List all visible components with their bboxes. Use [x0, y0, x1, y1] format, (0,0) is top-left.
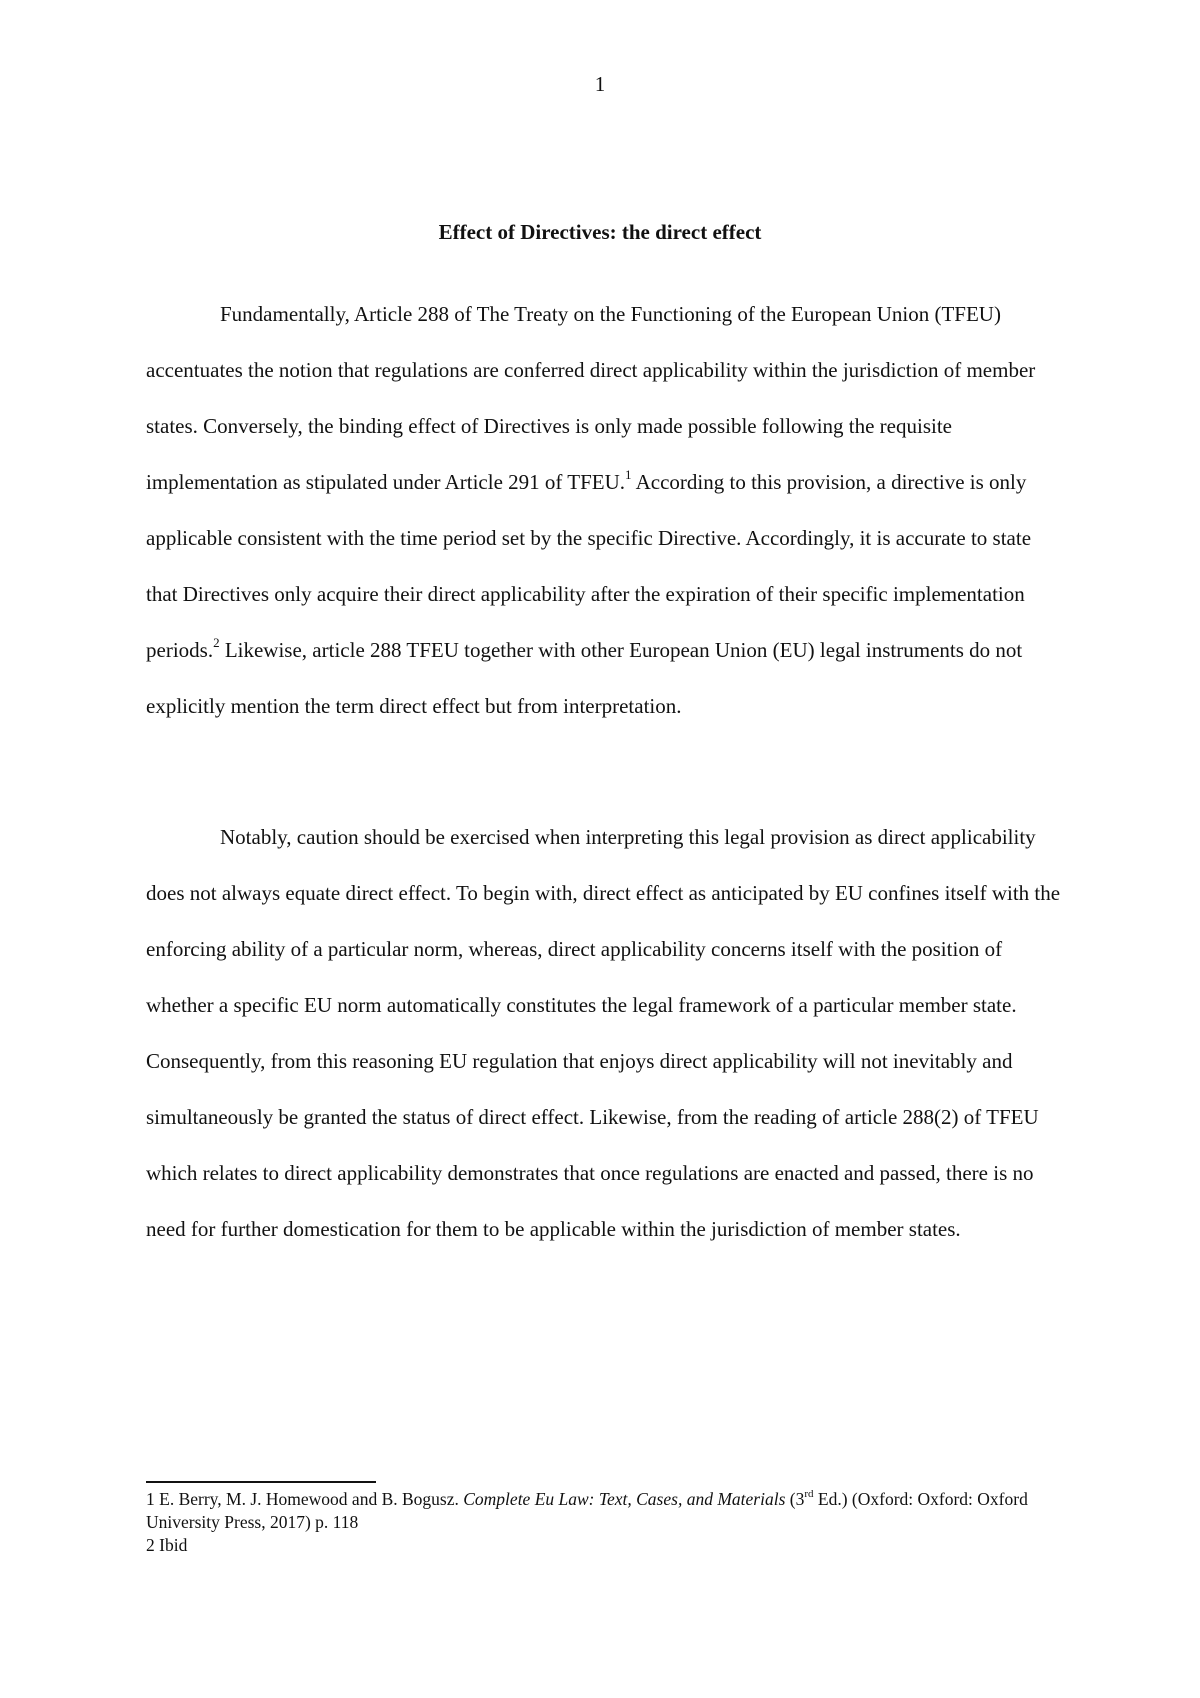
- paragraph-1-text-a: Fundamentally, Article 288 of The Treaty on the Functioning of the European Union (TFEU) accentuates the notion that regulations are conferred direct applicability within the jurisdiction of member states. Conversely, the binding effect of Directives is only made possible following the requisite implementation as stipulated under Article 291 of TFEU.: [146, 302, 1036, 494]
- page-number: 1: [594, 72, 606, 96]
- footnote-2-number: 2: [146, 1535, 155, 1555]
- footnote-ref-2[interactable]: 2: [213, 635, 220, 650]
- paragraph-1-text-b: According to this provision, a directive is only applicable consistent with the time period set by the specific Directive. Accordingly, it is accurate to state that Directives only acquire their direct applicability after the expiration of their specific implementation periods.: [146, 470, 1032, 662]
- document-title: Effect of Directives: the direct effect: [438, 220, 762, 244]
- footnote-2: [146, 1534, 1066, 1557]
- footnote-1-edition-rest: Ed.) (Oxford: Oxford: Oxford University Press, 2017) p. 118: [146, 1489, 1028, 1532]
- footnote-separator: [146, 1481, 376, 1483]
- footnote-1-book-title: Complete Eu Law: Text, Cases, and Materials: [463, 1489, 786, 1509]
- footnote-1: [146, 1488, 1066, 1534]
- body-paragraph-2: [146, 809, 1066, 1257]
- footnote-ref-1[interactable]: 1: [625, 467, 632, 482]
- footnote-1-number: 1: [146, 1489, 155, 1509]
- footnote-1-edition-suffix: rd: [804, 1488, 814, 1501]
- footnote-2-text: Ibid: [159, 1535, 188, 1555]
- paragraph-2-text: Notably, caution should be exercised when interpreting this legal provision as direct applicability does not always equate direct effect. To begin with, direct effect as anticipated by EU confines itself with the enforcing ability of a particular norm, whereas, direct applicability concerns itself with the position of whether a specific EU norm automatically constitutes the legal framework of a particular member state. Consequently, from this reasoning EU regulation that enjoys direct applicability will not inevitably and simultaneously be granted the status of direct effect. Likewise, from the reading of article 288(2) of TFEU which relates to direct applicability demonstrates that once regulations are enacted and passed, there is no need for further domestication for them to be applicable within the jurisdiction of member states.: [146, 825, 1061, 1241]
- body-paragraph-1: [146, 286, 1066, 734]
- footnote-1-authors: E. Berry, M. J. Homewood and B. Bogusz.: [159, 1489, 459, 1509]
- paragraph-1-text-c: Likewise, article 288 TFEU together with other European Union (EU) legal instruments do not explicitly mention the term direct effect but from interpretation.: [146, 638, 1023, 718]
- footnote-1-edition-number: (3: [789, 1489, 805, 1509]
- footnotes-section: [146, 1488, 1066, 1557]
